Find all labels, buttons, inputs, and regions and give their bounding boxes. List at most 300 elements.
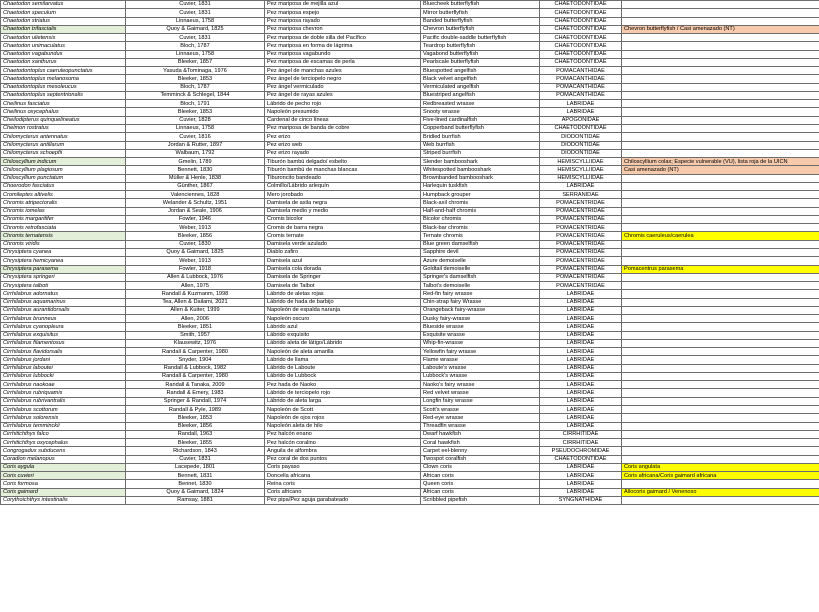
spanish-name-cell[interactable]: Lábrido de terciopelo rojo xyxy=(265,389,421,397)
note-cell[interactable] xyxy=(622,34,819,42)
author-cell[interactable]: Smith, 1957 xyxy=(126,331,265,339)
spanish-name-cell[interactable]: Damisela medio y medio xyxy=(265,207,421,215)
scientific-name-cell[interactable]: Cheilodipterus quinquelineatus xyxy=(1,116,126,124)
family-cell[interactable]: LABRIDAE xyxy=(540,397,622,405)
scientific-name-cell[interactable]: Chaetodontoplus caeruleopunctatus xyxy=(1,67,126,75)
english-name-cell[interactable]: Snooty wrasse xyxy=(421,108,540,116)
family-cell[interactable]: LABRIDAE xyxy=(540,364,622,372)
author-cell[interactable]: Lacepede, 1801 xyxy=(126,463,265,471)
english-name-cell[interactable]: Springer's damselfish xyxy=(421,273,540,281)
family-cell[interactable]: HEMISCYLLIIDAE xyxy=(540,158,622,166)
scientific-name-cell[interactable]: Chaetodon unimaculatus xyxy=(1,42,126,50)
note-cell[interactable] xyxy=(622,141,819,149)
scientific-name-cell[interactable]: Chromis retrofasciata xyxy=(1,224,126,232)
scientific-name-cell[interactable]: Chaetodon vagabundus xyxy=(1,50,126,58)
spanish-name-cell[interactable]: Napoleón de Scott xyxy=(265,406,421,414)
spanish-name-cell[interactable]: Mero jorobado xyxy=(265,191,421,199)
scientific-name-cell[interactable]: Chaetodontoplus septentrionalis xyxy=(1,91,126,99)
family-cell[interactable]: POMACANTHIDAE xyxy=(540,91,622,99)
author-cell[interactable]: Linnaeus, 1758 xyxy=(126,124,265,132)
note-cell[interactable]: Chromis caeruleus/caerulea xyxy=(622,232,819,240)
author-cell[interactable]: Cuvier, 1828 xyxy=(126,116,265,124)
family-cell[interactable]: CIRRHITIDAE xyxy=(540,439,622,447)
spanish-name-cell[interactable]: Napoleón de aleta amarilla xyxy=(265,348,421,356)
scientific-name-cell[interactable]: Cirrhilabrus solorensis xyxy=(1,414,126,422)
spanish-name-cell[interactable]: Cardenal de cinco líneas xyxy=(265,116,421,124)
note-cell[interactable] xyxy=(622,447,819,455)
note-cell[interactable] xyxy=(622,298,819,306)
author-cell[interactable]: Weber, 1913 xyxy=(126,257,265,265)
scientific-name-cell[interactable]: Chaetodon speculum xyxy=(1,9,126,17)
spanish-name-cell[interactable]: Pez mariposa de mejilla azul xyxy=(265,1,421,9)
family-cell[interactable]: POMACENTRIDAE xyxy=(540,240,622,248)
family-cell[interactable]: POMACENTRIDAE xyxy=(540,282,622,290)
english-name-cell[interactable]: Five-lined cardinalfish xyxy=(421,116,540,124)
author-cell[interactable]: Jordan & Rutter, 1897 xyxy=(126,141,265,149)
author-cell[interactable]: Bloch, 1787 xyxy=(126,83,265,91)
spanish-name-cell[interactable]: Damisela de Talbot xyxy=(265,282,421,290)
english-name-cell[interactable]: Dwarf hawkfish xyxy=(421,430,540,438)
author-cell[interactable]: Allen, 1975 xyxy=(126,282,265,290)
scientific-name-cell[interactable]: Chromis viridis xyxy=(1,240,126,248)
english-name-cell[interactable]: Humpback grouper xyxy=(421,191,540,199)
note-cell[interactable] xyxy=(622,323,819,331)
spanish-name-cell[interactable]: Lábrido de llama xyxy=(265,356,421,364)
scientific-name-cell[interactable]: Cirrhilabrus jordani xyxy=(1,356,126,364)
author-cell[interactable]: Quoy & Gaimard, 1825 xyxy=(126,25,265,33)
scientific-name-cell[interactable]: Chromis iomelas xyxy=(1,207,126,215)
note-cell[interactable] xyxy=(622,496,819,504)
english-name-cell[interactable]: Striped burrfish xyxy=(421,149,540,157)
english-name-cell[interactable]: Pearlscale butterflyfish xyxy=(421,58,540,66)
note-cell[interactable] xyxy=(622,339,819,347)
english-name-cell[interactable]: Bluespotted angelfish xyxy=(421,67,540,75)
author-cell[interactable]: Linnaeus, 1758 xyxy=(126,17,265,25)
family-cell[interactable]: DIODONTIDAE xyxy=(540,141,622,149)
english-name-cell[interactable]: Black velvet angelfish xyxy=(421,75,540,83)
spanish-name-cell[interactable]: Pez hada de Naoko xyxy=(265,381,421,389)
family-cell[interactable]: CHAETODONTIDAE xyxy=(540,50,622,58)
spanish-name-cell[interactable]: Anguila de alfombra xyxy=(265,447,421,455)
family-cell[interactable]: POMACENTRIDAE xyxy=(540,273,622,281)
scientific-name-cell[interactable]: Cirrhilabrus rubriquamis xyxy=(1,389,126,397)
author-cell[interactable]: Yasuda &Tominaga, 1976 xyxy=(126,67,265,75)
author-cell[interactable]: Tea, Allen & Dailami, 2021 xyxy=(126,298,265,306)
family-cell[interactable]: CHAETODONTIDAE xyxy=(540,42,622,50)
family-cell[interactable]: POMACENTRIDAE xyxy=(540,265,622,273)
english-name-cell[interactable]: Red velvet wrasse xyxy=(421,389,540,397)
family-cell[interactable]: LABRIDAE xyxy=(540,480,622,488)
english-name-cell[interactable]: Banded butterflyfish xyxy=(421,17,540,25)
english-name-cell[interactable]: Red-fin fairy wrasse xyxy=(421,290,540,298)
scientific-name-cell[interactable]: Cirrhilabrus scottorum xyxy=(1,406,126,414)
english-name-cell[interactable]: Longfin fairy wrasse xyxy=(421,397,540,405)
english-name-cell[interactable]: Laboute's wrasse xyxy=(421,364,540,372)
note-cell[interactable] xyxy=(622,439,819,447)
scientific-name-cell[interactable]: Chrysiptera hemicyanea xyxy=(1,257,126,265)
spanish-name-cell[interactable]: Damisela de axila negra xyxy=(265,199,421,207)
spanish-name-cell[interactable]: Cromis de barra negra xyxy=(265,224,421,232)
english-name-cell[interactable]: Clown coris xyxy=(421,463,540,471)
family-cell[interactable]: POMACENTRIDAE xyxy=(540,232,622,240)
note-cell[interactable] xyxy=(622,215,819,223)
note-cell[interactable] xyxy=(622,199,819,207)
english-name-cell[interactable]: Lubbock's wrasse xyxy=(421,372,540,380)
note-cell[interactable] xyxy=(622,182,819,190)
author-cell[interactable]: Cuvier, 1831 xyxy=(126,455,265,463)
note-cell[interactable] xyxy=(622,116,819,124)
scientific-name-cell[interactable]: Congrogadus subducens xyxy=(1,447,126,455)
author-cell[interactable]: Weber, 1913 xyxy=(126,224,265,232)
family-cell[interactable]: POMACANTHIDAE xyxy=(540,83,622,91)
english-name-cell[interactable]: Vagabond butterflyfish xyxy=(421,50,540,58)
author-cell[interactable]: Randall, 1963 xyxy=(126,430,265,438)
author-cell[interactable]: Snyder, 1904 xyxy=(126,356,265,364)
spanish-name-cell[interactable]: Lábrido de Laboute xyxy=(265,364,421,372)
english-name-cell[interactable]: Exquisite wrasse xyxy=(421,331,540,339)
spanish-name-cell[interactable]: Pez coral de dos puntos xyxy=(265,455,421,463)
spanish-name-cell[interactable]: Reina coris xyxy=(265,480,421,488)
scientific-name-cell[interactable]: Chilomycterus schoepfii xyxy=(1,149,126,157)
family-cell[interactable]: DIODONTIDAE xyxy=(540,133,622,141)
note-cell[interactable] xyxy=(622,50,819,58)
scientific-name-cell[interactable]: Coris formosa xyxy=(1,480,126,488)
spanish-name-cell[interactable]: Pez erizo rayado xyxy=(265,149,421,157)
scientific-name-cell[interactable]: Coradion melanopus xyxy=(1,455,126,463)
spanish-name-cell[interactable]: Coris africano xyxy=(265,488,421,496)
english-name-cell[interactable]: Azure demoiselle xyxy=(421,257,540,265)
family-cell[interactable]: POMACANTHIDAE xyxy=(540,75,622,83)
english-name-cell[interactable]: Naoko's fairy wrasse xyxy=(421,381,540,389)
family-cell[interactable]: LABRIDAE xyxy=(540,422,622,430)
spanish-name-cell[interactable]: Napoleón de espalda naranja xyxy=(265,306,421,314)
spanish-name-cell[interactable]: Lábrido de pecho rojo xyxy=(265,100,421,108)
english-name-cell[interactable]: Bluestriped angelfish xyxy=(421,91,540,99)
note-cell[interactable] xyxy=(622,356,819,364)
spanish-name-cell[interactable]: Napoleón presumido xyxy=(265,108,421,116)
english-name-cell[interactable]: Scott's wrasse xyxy=(421,406,540,414)
scientific-name-cell[interactable]: Cirrhilabrus temminckii xyxy=(1,422,126,430)
note-cell[interactable]: Chevron butterflyfish / Casi amenazado (NT) xyxy=(622,25,819,33)
note-cell[interactable]: Coris africana/Coris gaimard africana xyxy=(622,472,819,480)
english-name-cell[interactable]: African coris xyxy=(421,488,540,496)
english-name-cell[interactable]: Yellowfin fairy wrasse xyxy=(421,348,540,356)
note-cell[interactable] xyxy=(622,91,819,99)
english-name-cell[interactable]: Teardrop butterflyfish xyxy=(421,42,540,50)
family-cell[interactable]: LABRIDAE xyxy=(540,298,622,306)
note-cell[interactable] xyxy=(622,191,819,199)
spanish-name-cell[interactable]: Lábrido azul xyxy=(265,323,421,331)
author-cell[interactable]: Randall & Lubbock, 1982 xyxy=(126,364,265,372)
english-name-cell[interactable]: Vermiculated angelfish xyxy=(421,83,540,91)
author-cell[interactable]: Allen & Lubbock, 1976 xyxy=(126,273,265,281)
spanish-name-cell[interactable]: Pez mariposa de banda de cobre xyxy=(265,124,421,132)
scientific-name-cell[interactable]: Corythoichthys intestinalis xyxy=(1,496,126,504)
author-cell[interactable]: Richardson, 1843 xyxy=(126,447,265,455)
english-name-cell[interactable]: Half-and-half chromis xyxy=(421,207,540,215)
scientific-name-cell[interactable]: Chromis ternatensis xyxy=(1,232,126,240)
spanish-name-cell[interactable]: Pez mariposa de escamas de perla xyxy=(265,58,421,66)
spanish-name-cell[interactable]: Coris payaso xyxy=(265,463,421,471)
note-cell[interactable] xyxy=(622,100,819,108)
spanish-name-cell[interactable]: Napoleón de ojos rojos xyxy=(265,414,421,422)
author-cell[interactable]: Ramsay, 1881 xyxy=(126,496,265,504)
scientific-name-cell[interactable]: Chaetodon semilarvatus xyxy=(1,1,126,9)
scientific-name-cell[interactable]: Cirrhilabrus naokoae xyxy=(1,381,126,389)
author-cell[interactable]: Bleeker, 1853 xyxy=(126,414,265,422)
note-cell[interactable] xyxy=(622,75,819,83)
family-cell[interactable]: CHAETODONTIDAE xyxy=(540,455,622,463)
author-cell[interactable]: Cuvier, 1831 xyxy=(126,34,265,42)
note-cell[interactable] xyxy=(622,282,819,290)
author-cell[interactable]: Randall & Emery, 1983 xyxy=(126,389,265,397)
note-cell[interactable] xyxy=(622,389,819,397)
note-cell[interactable] xyxy=(622,108,819,116)
spanish-name-cell[interactable]: Pez mariposa rayado xyxy=(265,17,421,25)
spanish-name-cell[interactable]: Pez mariposa vagabundo xyxy=(265,50,421,58)
spanish-name-cell[interactable]: Cromis ternate xyxy=(265,232,421,240)
author-cell[interactable]: Springer & Randall, 1974 xyxy=(126,397,265,405)
scientific-name-cell[interactable]: Cirrhilabrus filamentosus xyxy=(1,339,126,347)
scientific-name-cell[interactable]: Chrysiptera springeri xyxy=(1,273,126,281)
author-cell[interactable]: Bloch, 1791 xyxy=(126,100,265,108)
note-cell[interactable] xyxy=(622,133,819,141)
note-cell[interactable]: Coris angulata xyxy=(622,463,819,471)
family-cell[interactable]: APOGONIDAE xyxy=(540,116,622,124)
family-cell[interactable]: LABRIDAE xyxy=(540,356,622,364)
english-name-cell[interactable]: Web burrfish xyxy=(421,141,540,149)
note-cell[interactable]: Allocoris gaimard / Venenoso xyxy=(622,488,819,496)
author-cell[interactable]: Randall & Kuzmanm, 1998 xyxy=(126,290,265,298)
family-cell[interactable]: LABRIDAE xyxy=(540,372,622,380)
spanish-name-cell[interactable]: Pez ángel de manchas azules xyxy=(265,67,421,75)
family-cell[interactable]: LABRIDAE xyxy=(540,348,622,356)
spanish-name-cell[interactable]: Pez erizo web xyxy=(265,141,421,149)
scientific-name-cell[interactable]: Cirrhilabrus lubbocki xyxy=(1,372,126,380)
family-cell[interactable]: POMACENTRIDAE xyxy=(540,248,622,256)
note-cell[interactable] xyxy=(622,124,819,132)
author-cell[interactable]: Bennett, 1830 xyxy=(126,166,265,174)
author-cell[interactable]: Bleeker, 1856 xyxy=(126,232,265,240)
family-cell[interactable]: HEMISCYLLIIDAE xyxy=(540,174,622,182)
note-cell[interactable] xyxy=(622,455,819,463)
english-name-cell[interactable]: Carpet eel-blenny xyxy=(421,447,540,455)
note-cell[interactable] xyxy=(622,331,819,339)
spanish-name-cell[interactable]: Pez mariposa espejo xyxy=(265,9,421,17)
spanish-name-cell[interactable]: Colmillo/Lábrido arlequín xyxy=(265,182,421,190)
author-cell[interactable]: Fowler, 1918 xyxy=(126,265,265,273)
english-name-cell[interactable]: Black-bar chromis xyxy=(421,224,540,232)
family-cell[interactable]: PSEUDOCHROMIDAE xyxy=(540,447,622,455)
english-name-cell[interactable]: Brownbanded bambooshark xyxy=(421,174,540,182)
note-cell[interactable] xyxy=(622,83,819,91)
spanish-name-cell[interactable]: Doncella africana xyxy=(265,472,421,480)
spanish-name-cell[interactable]: Pez ángel de rayas azules xyxy=(265,91,421,99)
english-name-cell[interactable]: Sapphire devil xyxy=(421,248,540,256)
family-cell[interactable]: LABRIDAE xyxy=(540,463,622,471)
note-cell[interactable] xyxy=(622,174,819,182)
author-cell[interactable]: Bleeker, 1855 xyxy=(126,439,265,447)
english-name-cell[interactable]: Black-axil chromis xyxy=(421,199,540,207)
note-cell[interactable] xyxy=(622,306,819,314)
note-cell[interactable] xyxy=(622,397,819,405)
english-name-cell[interactable]: Whitespotted bambooshark xyxy=(421,166,540,174)
english-name-cell[interactable]: Dusky fairy-wrasse xyxy=(421,315,540,323)
author-cell[interactable]: Jordan & Seale, 1906 xyxy=(126,207,265,215)
author-cell[interactable]: Bleeker, 1853 xyxy=(126,75,265,83)
scientific-name-cell[interactable]: Cirrhilabrus adornatus xyxy=(1,290,126,298)
scientific-name-cell[interactable]: Cirrhilabrus aurantidorsalis xyxy=(1,306,126,314)
note-cell[interactable] xyxy=(622,273,819,281)
english-name-cell[interactable]: Whip-fin-wrasse xyxy=(421,339,540,347)
english-name-cell[interactable]: Flame wrasse xyxy=(421,356,540,364)
author-cell[interactable]: Welander & Schultz, 1951 xyxy=(126,199,265,207)
author-cell[interactable]: Randall & Carpenter, 1980 xyxy=(126,348,265,356)
scientific-name-cell[interactable]: Chiloscyllium plagiosum xyxy=(1,166,126,174)
scientific-name-cell[interactable]: Chaetodon xanthurus xyxy=(1,58,126,66)
author-cell[interactable]: Cuvier, 1831 xyxy=(126,9,265,17)
scientific-name-cell[interactable]: Choerodon fasciatus xyxy=(1,182,126,190)
family-cell[interactable]: LABRIDAE xyxy=(540,290,622,298)
author-cell[interactable]: Bennet, 1830 xyxy=(126,480,265,488)
family-cell[interactable]: CHAETODONTIDAE xyxy=(540,58,622,66)
scientific-name-cell[interactable]: Cirrhilabrus brunneus xyxy=(1,315,126,323)
family-cell[interactable]: LABRIDAE xyxy=(540,315,622,323)
family-cell[interactable]: LABRIDAE xyxy=(540,339,622,347)
spanish-name-cell[interactable]: Lábrido de hada de barbijo xyxy=(265,298,421,306)
note-cell[interactable] xyxy=(622,1,819,9)
spanish-name-cell[interactable]: Pez halcón coralino xyxy=(265,439,421,447)
family-cell[interactable]: LABRIDAE xyxy=(540,381,622,389)
scientific-name-cell[interactable]: Coris gaimard xyxy=(1,488,126,496)
english-name-cell[interactable]: Talbot's demoiselle xyxy=(421,282,540,290)
note-cell[interactable] xyxy=(622,149,819,157)
scientific-name-cell[interactable]: Chelmon rostratus xyxy=(1,124,126,132)
family-cell[interactable]: SYNGNATHIDAE xyxy=(540,496,622,504)
scientific-name-cell[interactable]: Chromis atripectoralis xyxy=(1,199,126,207)
author-cell[interactable]: Allen & Kuiter, 1999 xyxy=(126,306,265,314)
spanish-name-cell[interactable]: Pez pipa/Pez aguja garabateado xyxy=(265,496,421,504)
family-cell[interactable]: POMACENTRIDAE xyxy=(540,257,622,265)
family-cell[interactable]: POMACENTRIDAE xyxy=(540,207,622,215)
scientific-name-cell[interactable]: Cirrhilabrus cyanopleura xyxy=(1,323,126,331)
family-cell[interactable]: LABRIDAE xyxy=(540,182,622,190)
scientific-name-cell[interactable]: Cirrhitichthys oxycephalus xyxy=(1,439,126,447)
spanish-name-cell[interactable]: Tiburón bambú delgado/ esbelto xyxy=(265,158,421,166)
scientific-name-cell[interactable]: Chiloscyllium punctatum xyxy=(1,174,126,182)
family-cell[interactable]: LABRIDAE xyxy=(540,108,622,116)
scientific-name-cell[interactable]: Cirrhilabrus flavidorsalis xyxy=(1,348,126,356)
english-name-cell[interactable]: Red-eye wrasse xyxy=(421,414,540,422)
note-cell[interactable] xyxy=(622,67,819,75)
scientific-name-cell[interactable]: Chiloscyllium indicum xyxy=(1,158,126,166)
scientific-name-cell[interactable]: Chilomycterus antillarum xyxy=(1,141,126,149)
note-cell[interactable]: Pomacentrus parasema xyxy=(622,265,819,273)
spanish-name-cell[interactable]: Lábrido aleta de látigo/Lábrido xyxy=(265,339,421,347)
note-cell[interactable] xyxy=(622,224,819,232)
english-name-cell[interactable]: Twospot coralfish xyxy=(421,455,540,463)
spanish-name-cell[interactable]: Cromis bicolor xyxy=(265,215,421,223)
english-name-cell[interactable]: African coris xyxy=(421,472,540,480)
scientific-name-cell[interactable]: Cirrhilabrus rubrivantralis xyxy=(1,397,126,405)
family-cell[interactable]: LABRIDAE xyxy=(540,323,622,331)
author-cell[interactable]: Bleeker, 1857 xyxy=(126,58,265,66)
spanish-name-cell[interactable]: Napoleón oscuro xyxy=(265,315,421,323)
scientific-name-cell[interactable]: Cheilinus oxycephalus xyxy=(1,108,126,116)
english-name-cell[interactable]: Pacific double-saddle butterflyfish xyxy=(421,34,540,42)
scientific-name-cell[interactable]: Chrysiptera parasema xyxy=(1,265,126,273)
english-name-cell[interactable]: Coral hawkfish xyxy=(421,439,540,447)
english-name-cell[interactable]: Queen coris xyxy=(421,480,540,488)
scientific-name-cell[interactable]: Cirrhilabrus aquamarinus xyxy=(1,298,126,306)
note-cell[interactable] xyxy=(622,422,819,430)
english-name-cell[interactable]: Copperband butterflyfish xyxy=(421,124,540,132)
scientific-name-cell[interactable]: Chrysiptera talboti xyxy=(1,282,126,290)
author-cell[interactable]: Linnaeus, 1758 xyxy=(126,50,265,58)
note-cell[interactable] xyxy=(622,430,819,438)
family-cell[interactable]: POMACENTRIDAE xyxy=(540,199,622,207)
author-cell[interactable]: Cuvier, 1831 xyxy=(126,1,265,9)
author-cell[interactable]: Bleeker, 1851 xyxy=(126,323,265,331)
family-cell[interactable]: CHAETODONTIDAE xyxy=(540,17,622,25)
note-cell[interactable] xyxy=(622,480,819,488)
note-cell[interactable] xyxy=(622,290,819,298)
english-name-cell[interactable]: Scribbled pipefish xyxy=(421,496,540,504)
family-cell[interactable]: SERRANIDAE xyxy=(540,191,622,199)
scientific-name-cell[interactable]: Coris aygula xyxy=(1,463,126,471)
note-cell[interactable]: Chiloscyllium colax; Especie vulnerable (VU), lista roja de la UICN xyxy=(622,158,819,166)
spanish-name-cell[interactable]: Damisela azul xyxy=(265,257,421,265)
spanish-name-cell[interactable]: Diablo zafiro xyxy=(265,248,421,256)
english-name-cell[interactable]: Blue green damselfish xyxy=(421,240,540,248)
author-cell[interactable]: Müller & Henle, 1838 xyxy=(126,174,265,182)
note-cell[interactable] xyxy=(622,17,819,25)
family-cell[interactable]: CHAETODONTIDAE xyxy=(540,25,622,33)
author-cell[interactable]: Bleeker, 1856 xyxy=(126,422,265,430)
note-cell[interactable] xyxy=(622,364,819,372)
english-name-cell[interactable]: Goldtail demoiselle xyxy=(421,265,540,273)
english-name-cell[interactable]: Orangeback fairy-wrasse xyxy=(421,306,540,314)
english-name-cell[interactable]: Chin-strap fairy Wrasse xyxy=(421,298,540,306)
scientific-name-cell[interactable]: Cirrhilabrus laboutei xyxy=(1,364,126,372)
family-cell[interactable]: CHAETODONTIDAE xyxy=(540,34,622,42)
author-cell[interactable]: Cuvier, 1816 xyxy=(126,133,265,141)
family-cell[interactable]: LABRIDAE xyxy=(540,100,622,108)
scientific-name-cell[interactable]: Chaetodontoplus mesoleucus xyxy=(1,83,126,91)
author-cell[interactable]: Temminck & Schlegel, 1844 xyxy=(126,91,265,99)
family-cell[interactable]: CHAETODONTIDAE xyxy=(540,9,622,17)
author-cell[interactable]: Quoy & Gaimard, 1824 xyxy=(126,488,265,496)
spanish-name-cell[interactable]: Tiburoncito bandeado xyxy=(265,174,421,182)
author-cell[interactable]: Walbaum, 1792 xyxy=(126,149,265,157)
family-cell[interactable]: CHAETODONTIDAE xyxy=(540,124,622,132)
family-cell[interactable]: LABRIDAE xyxy=(540,306,622,314)
family-cell[interactable]: LABRIDAE xyxy=(540,406,622,414)
family-cell[interactable]: DIODONTIDAE xyxy=(540,149,622,157)
spanish-name-cell[interactable]: Damisela de Springer xyxy=(265,273,421,281)
scientific-name-cell[interactable]: Chaetodon striatus xyxy=(1,17,126,25)
family-cell[interactable]: LABRIDAE xyxy=(540,472,622,480)
author-cell[interactable]: Randall & Carpenter, 1980 xyxy=(126,372,265,380)
note-cell[interactable] xyxy=(622,414,819,422)
english-name-cell[interactable]: Mirror butterflyfish xyxy=(421,9,540,17)
note-cell[interactable] xyxy=(622,42,819,50)
spanish-name-cell[interactable]: Tiburón bambú de manchas blancas xyxy=(265,166,421,174)
spanish-name-cell[interactable]: Pez mariposa de doble silla del Pacífico xyxy=(265,34,421,42)
author-cell[interactable]: Bennett, 1831 xyxy=(126,472,265,480)
author-cell[interactable]: Gmelin, 1789 xyxy=(126,158,265,166)
spanish-name-cell[interactable]: Pez ángel vermiculado xyxy=(265,83,421,91)
